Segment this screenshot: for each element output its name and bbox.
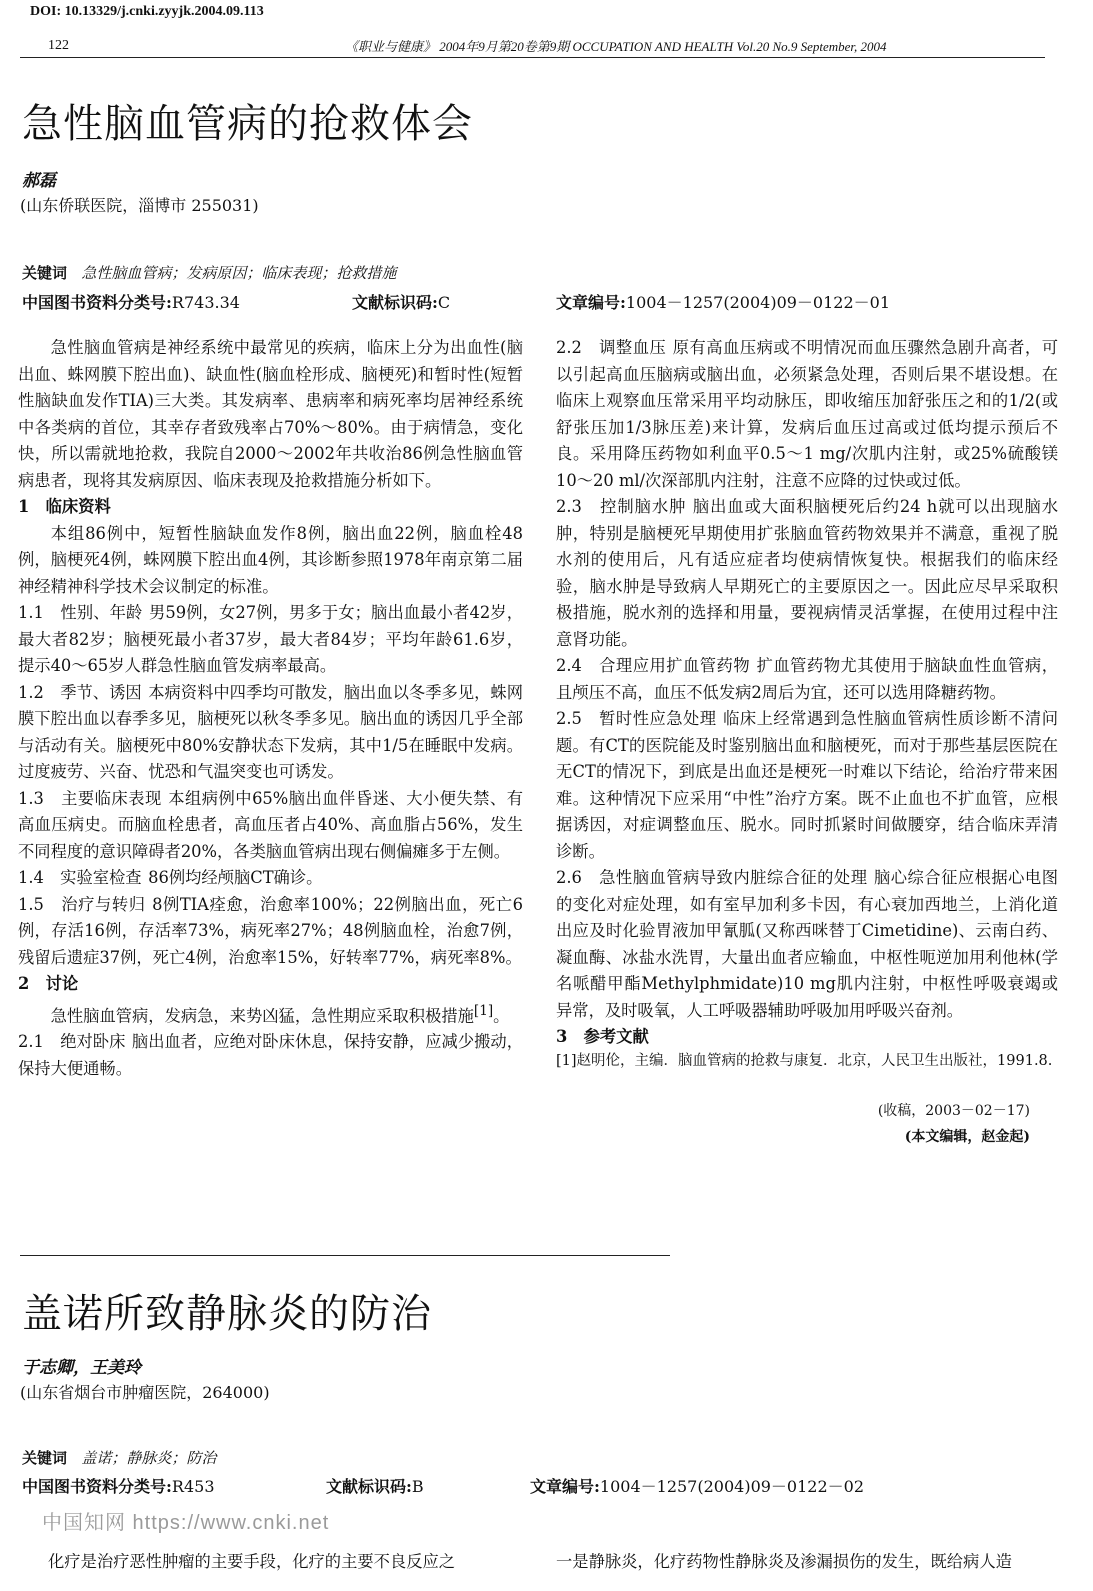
article1-right-column <box>556 335 1058 1151</box>
article2-author: 于志卿，王美玲 <box>22 1358 141 1378</box>
article1-doc-code <box>352 290 450 313</box>
section-1-5 <box>18 892 523 972</box>
doi-line: DOI: 10.13329/j.cnki.zyyjk.2004.09.113 <box>30 4 264 19</box>
article1-affiliation: (山东侨联医院，淄博市 255031) <box>20 196 259 215</box>
section-2-2-heading: 2.2 调整血压 <box>556 338 667 357</box>
clc-label: 中国图书资料分类号: <box>22 1477 172 1496</box>
section-2-end: 。 <box>493 1005 510 1025</box>
section-2-3 <box>556 494 1058 653</box>
article2-col2-start: 一是静脉炎，化疗药物性静脉炎及渗漏损伤的发生，既给病人造 <box>556 1552 1012 1571</box>
article-no-value: 1004－1257(2004)09－0122－01 <box>625 293 891 312</box>
section-2-6-text: 脑心综合征应根据心电图的变化对症处理，如有室早加利多卡因，有心衰加西地兰，上消化道出应及时化验胃液加甲氰胍(又称西咪替丁Cimetidine)、云南白药、凝血酶、冰盐水洗胃，大量出血者应输血，中枢性呃逆加用利他林(学名哌醋甲酯Methylphmidate)10 mg肌内注射，中枢性呼吸衰竭或异常，及时吸氧，人工呼吸器辅助呼吸加用呼吸兴奋剂。 <box>556 868 1058 1020</box>
doc-code-label: 文献标识码: <box>326 1477 412 1496</box>
section-1-4 <box>18 865 523 892</box>
section-2-4-heading: 2.4 合理应用扩血管药物 <box>556 656 751 675</box>
article2-keywords <box>22 1447 216 1468</box>
clc-label: 中国图书资料分类号: <box>22 293 172 312</box>
section-2-4 <box>556 653 1058 706</box>
article2-col1-start: 化疗是治疗恶性肿瘤的主要手段，化疗的主要不良反应之 <box>48 1552 456 1571</box>
article1-keywords <box>22 262 396 283</box>
section-1-4-text: 86例均经颅脑CT确诊。 <box>148 868 323 887</box>
section-1-3-text: 本组病例中65%脑出血伴昏迷、大小便失禁、有高血压病史。而脑血栓患者，高血压者占40%、高血脂占56%，发生不同程度的意识障碍者20%，各类脑血管病出现右侧偏瘫多于左侧。 <box>18 788 523 861</box>
keywords-label: 关键词 <box>22 1449 68 1467</box>
intro-paragraph: 急性脑血管病是神经系统中最常见的疾病，临床上分为出血性(脑出血、蛛网膜下腔出血)、缺血性(脑血栓形成、脑梗死)和暂时性(短暂性脑缺血发作TIA)三大类。其发病率、患病率和病死率均居神经系统中各类病的首位，其幸存者致残率占70%～80%。由于病情急，变化快，所以需就地抢救，我院自2000～2002年共收治86例急性脑血管病患者，现将其发病原因、临床表现及抢救措施分析如下。 <box>18 338 523 490</box>
section-1-text: 本组86例中，短暂性脑缺血发作8例，脑出血22例，脑血栓48例，脑梗死4例，蛛网膜下腔出血4例，其诊断参照1978年南京第二届神经精神科学技术会议制定的标准。 <box>18 523 523 596</box>
section-2-4-text: 扩血管药物尤其使用于脑缺血性血管病，且颅压不高，血压不低发病2周后为宜，还可以选用降糖药物。 <box>556 656 1058 702</box>
page-number: 122 <box>48 38 69 53</box>
section-2-5-text: 临床上经常遇到急性脑血管病性质诊断不清问题。有CT的医院能及时鉴别脑出血和脑梗死，而对于那些基层医院在无CT的情况下，到底是出血还是梗死一时难以下结论，给治疗带来困难。这种情况下应采用“中性”治疗方案。既不止血也不扩血管，应根据诱因，对症调整血压、脱水。同时抓紧时间做腰穿，结合临床弄清诊断。 <box>556 709 1058 861</box>
doc-code-label: 文献标识码: <box>352 293 438 312</box>
cnki-watermark: 中国知网 https://www.cnki.net <box>42 1512 330 1534</box>
article1-title: 急性脑血管病的抢救体会 <box>22 101 473 147</box>
editor-note: (本文编辑，赵金起) <box>904 1129 1030 1145</box>
section-1-2-heading: 1.2 季节、诱因 <box>18 682 142 702</box>
section-2-body: 急性脑血管病，发病急，来势凶猛，急性期应采取积极措施 <box>50 1005 474 1025</box>
section-2-1 <box>18 1029 523 1082</box>
article1-clc <box>22 290 240 313</box>
section-2-5 <box>556 706 1058 865</box>
article-divider <box>20 1255 670 1256</box>
article2-affiliation: (山东省烟台市肿瘤医院，264000) <box>20 1383 270 1402</box>
article2-article-no <box>530 1474 864 1497</box>
article1-article-no <box>556 290 890 313</box>
citation-1: [1] <box>473 1002 494 1019</box>
section-2-2 <box>556 335 1058 494</box>
received-date: (收稿，2003－02－17) <box>877 1102 1030 1119</box>
section-2-1-heading: 2.1 绝对卧床 <box>18 1032 126 1052</box>
section-1-4-heading: 1.4 实验室检查 <box>18 868 142 887</box>
doc-code-value: C <box>437 293 451 312</box>
section-2-6-heading: 2.6 急性脑血管病导致内脏综合征的处理 <box>556 868 868 887</box>
section-2-3-text: 脑出血或大面积脑梗死后约24 h就可以出现脑水肿，特别是脑梗死早期使用扩张脑血管药物效果并不满意，重视了脱水剂的使用后，凡有适应症者均使病情恢复快。根据我们的临床经验，脑水肿是导致病人早期死亡的主要原因之一。因此应尽早采取积极措施，脱水剂的选择和用量，要视病情灵活掌握，在使用过程中注意肾功能。 <box>556 497 1058 649</box>
keywords-label: 关键词 <box>22 264 68 282</box>
section-1-2-text: 本病资料中四季均可散发，脑出血以冬季多见，蛛网膜下腔出血以春季多见，脑梗死以秋冬季多见。脑出血的诱因几乎全部与活动有关。脑梗死中80%安静状态下发病，其中1/5在睡眠中发病。过度疲劳、兴奋、忧恐和气温突变也可诱发。 <box>18 682 523 781</box>
section-1-2 <box>18 680 523 786</box>
section-2-3-heading: 2.3 控制脑水肿 <box>556 497 687 516</box>
section-2-6 <box>556 865 1058 1024</box>
section-3-heading: 3 参考文献 <box>556 1027 649 1046</box>
reference-1: [1]赵明伦，主编．脑血管病的抢救与康复．北京，人民卫生出版社，1991.8. <box>556 1052 1053 1069</box>
section-1-3-heading: 1.3 主要临床表现 <box>18 788 162 808</box>
running-head: 《职业与健康》 2004年9月第20卷第9期 OCCUPATION AND HEALTH Vol.20 No.9 September, 2004 <box>345 39 887 54</box>
section-1-1 <box>18 600 523 680</box>
section-2-1-text: 脑出血者，应绝对卧床休息，保持安静，应减少搬动，保持大便通畅。 <box>18 1032 523 1078</box>
section-1-1-text: 男59例，女27例，男多于女；脑出血最小者42岁，最大者82岁；脑梗死最小者37岁，最大者84岁；平均年龄61.6岁，提示40～65岁人群急性脑血管发病率最高。 <box>18 603 523 675</box>
keywords-text: 盖诺；静脉炎；防治 <box>81 1449 217 1467</box>
section-1-5-text: 8例TIA痊愈，治愈率100%；22例脑出血，死亡6例，存活16例，存活率73%，病死率27%；48例脑血栓，治愈7例，残留后遗症37例，死亡4例，治愈率15%，好转率77%，病死率8%。 <box>18 894 523 967</box>
section-1-5-heading: 1.5 治疗与转归 <box>18 894 146 914</box>
section-1-heading: 1 临床资料 <box>18 497 111 516</box>
article2-clc <box>22 1474 215 1497</box>
article-no-value: 1004－1257(2004)09－0122－02 <box>599 1477 865 1496</box>
section-2-text <box>18 998 523 1030</box>
doc-code-value: B <box>411 1477 424 1496</box>
keywords-text: 急性脑血管病；发病原因；临床表现；抢救措施 <box>81 264 397 282</box>
section-1-3 <box>18 786 523 866</box>
section-2-5-heading: 2.5 暂时性应急处理 <box>556 709 717 728</box>
article-no-label: 文章编号: <box>556 293 626 312</box>
article-no-label: 文章编号: <box>530 1477 600 1496</box>
clc-value: R453 <box>171 1477 215 1496</box>
section-2-heading: 2 讨论 <box>18 974 79 993</box>
clc-value: R743.34 <box>171 293 240 312</box>
section-2-2-text: 原有高血压病或不明情况而血压骤然急剧升高者，可以引起高血压脑病或脑出血，必须紧急处理，否则后果不堪设想。在临床上观察血压常采用平均动脉压，即收缩压加舒张压之和的1/2(或舒张压加1/3脉压差)来计算，发病后血压过高或过低均提示预后不良。采用降压药物如利血平0.5～1 mg/次肌内注射，或25%硫酸镁10～20 ml/次深部肌内注射，注意不应降的过快或过低。 <box>556 338 1058 490</box>
header-rule <box>20 57 1045 58</box>
article1-author: 郝磊 <box>22 171 56 191</box>
section-1-1-heading: 1.1 性别、年龄 <box>18 603 143 622</box>
article2-doc-code <box>326 1474 424 1497</box>
article2-title: 盖诺所致静脉炎的防治 <box>22 1291 432 1337</box>
article1-left-column <box>18 335 523 1082</box>
